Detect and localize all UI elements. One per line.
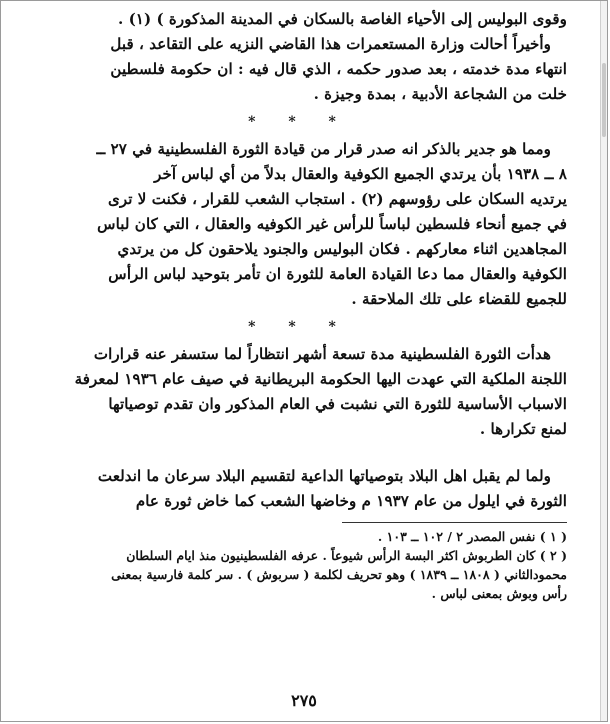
text-line: ومما هو جدير بالذكر انه صدر قرار من قيادة الثورة الفلسطينية في ٢٧ ــ — [96, 140, 551, 158]
text-line: للجميع للقضاء على تلك الملاحقة . — [351, 290, 567, 308]
text-line: لمنع تكرارها . — [479, 420, 567, 438]
footnote-2-continued: رأس وبوش بمعنى لباس . — [431, 586, 567, 601]
footnote-2-continued: محمودالثاني ( ١٨٠٨ ــ ١٨٣٩ ) وهو تحريف لكلمة ( سربوش ) . سر كلمة فارسية بمعنى — [111, 567, 567, 582]
footnotes — [31, 527, 567, 603]
scrollbar-thumb[interactable] — [602, 63, 606, 137]
text-line: الكوفية والعقال مما دعا القيادة العامة للثورة ان تأمر بتوحيد لباس الرأس — [108, 265, 567, 283]
text-line: وأخيراً أحالت وزارة المستعمرات هذا القاضي النزيه على التقاعد ، قبل — [110, 35, 551, 53]
page-number: ٢٧٥ — [291, 691, 317, 710]
text-line: في جميع أنحاء فلسطين لباساً للرأس غير الكوفيه والعقال ، التي كان لباس — [97, 215, 567, 233]
text-line: ٨ ــ ١٩٣٨ بأن يرتدي الجميع الكوفية والعقال بدلاً من أي لباس آخر — [154, 165, 567, 183]
text-line: وقوى البوليس إلى الأحياء الغاصة بالسكان في المدينة المذكورة ) (١) . — [118, 10, 567, 28]
footnote-2: ( ٢ ) كان الطربوش اكثر البسة الرأس شيوعاً . عرفه الفلسطينيون منذ ايام السلطان — [126, 548, 567, 563]
text-line: الاسباب الأساسية للثورة التي نشبت في العام المذكور وان تقدم توصياتها — [108, 395, 567, 413]
paragraph-gap — [31, 442, 567, 464]
text-line: انتهاء مدة خدمته ، بعد صدور حكمه ، الذي قال فيه : ان حكومة فلسطين — [110, 60, 567, 78]
paragraph-2 — [31, 137, 567, 312]
footnote-1: ( ١ ) نفس المصدر ٢ / ١٠٢ ــ ١٠٣ . — [377, 529, 567, 544]
paragraph-1 — [31, 7, 567, 107]
section-separator: * * * — [248, 319, 350, 335]
paragraph-3 — [31, 342, 567, 442]
section-separator: * * * — [248, 114, 350, 130]
paragraph-4 — [31, 464, 567, 514]
text-line: هدأت الثورة الفلسطينية مدة تسعة أشهر انتظاراً لما ستسفر عنه قرارات — [93, 345, 551, 363]
footnote-divider — [342, 522, 567, 523]
page-content — [31, 7, 567, 603]
text-line: اللجنة الملكية التي عهدت اليها الحكومة البريطانية في صيف عام ١٩٣٦ لمعرفة — [74, 370, 567, 388]
text-line: يرتديه السكان على رؤوسهم (٢) . استجاب الشعب للقرار ، فكنت لا ترى — [108, 190, 567, 208]
text-line: ولما لم يقبل اهل البلاد بتوصياتها الداعية لتقسيم البلاد سرعان ما اندلعت — [97, 467, 551, 485]
text-line: خلت من الشجاعة الأدبية ، بمدة وجيزة . — [313, 85, 567, 103]
text-line: المجاهدين اثناء معاركهم . فكان البوليس والجنود يلاحقون كل من يرتدي — [117, 240, 567, 258]
vertical-scrollbar[interactable] — [600, 1, 607, 721]
text-line: الثورة في ايلول من عام ١٩٣٧ م وخاضها الشعب كما خاض ثورة عام — [135, 492, 567, 510]
